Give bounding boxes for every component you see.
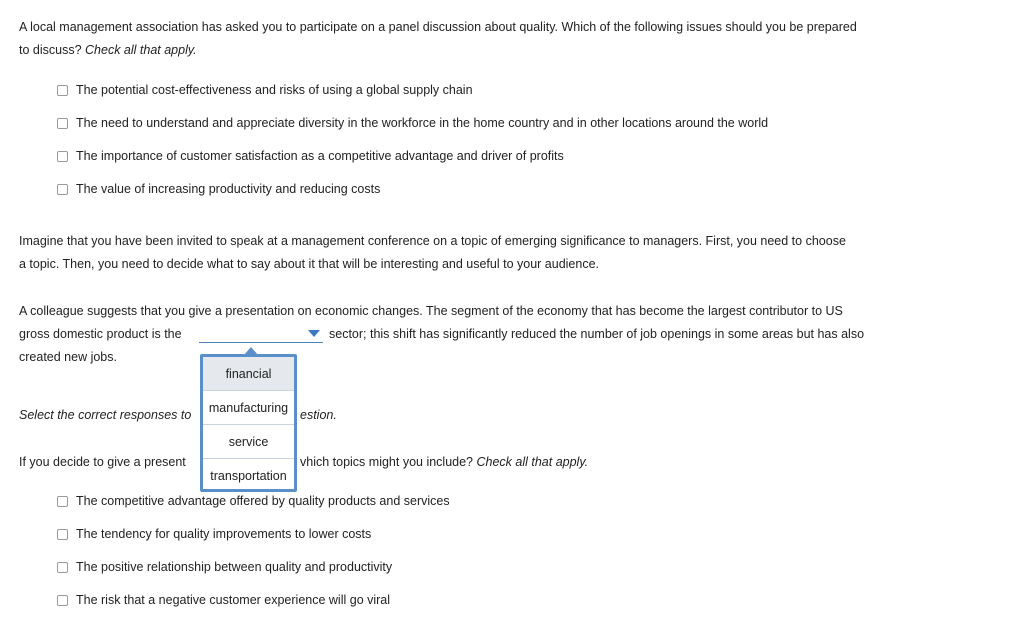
checkbox[interactable] [57, 85, 68, 96]
option-label: The risk that a negative customer experience will go viral [76, 593, 391, 607]
select-instruction-left [19, 408, 191, 422]
q1-prompt-line2-text: to discuss? [19, 43, 82, 57]
checkbox[interactable] [57, 118, 68, 129]
select-instruction-left-text: Select the correct responses to [19, 408, 192, 422]
checkbox[interactable] [57, 496, 68, 507]
q3-option-1[interactable] [57, 494, 450, 508]
sector-dropdown[interactable] [199, 324, 323, 343]
option-label: The importance of customer satisfaction as a competitive advantage and driver of profits [76, 149, 564, 163]
q3-instruction: Check all that apply. [476, 455, 589, 469]
q1-prompt-line2 [19, 43, 197, 57]
checkbox[interactable] [57, 562, 68, 573]
q2-line-2-before: gross domestic product is the [19, 327, 182, 341]
q1-instruction: Check all that apply. [85, 43, 197, 57]
q3-option-2[interactable] [57, 527, 371, 541]
menu-option-transportation[interactable]: transportation [210, 469, 287, 483]
option-label: The value of increasing productivity and reducing costs [76, 182, 381, 196]
q1-prompt [19, 20, 857, 34]
q2-line-2-after: sector; this shift has significantly reduced the number of job openings in some areas but has also [329, 327, 865, 341]
q2-line-3: created new jobs. [19, 350, 117, 364]
menu-option-manufacturing[interactable]: manufacturing [203, 391, 294, 425]
checkbox[interactable] [57, 184, 68, 195]
q1-option-2[interactable] [57, 116, 768, 130]
option-label: The potential cost-effectiveness and risks of using a global supply chain [76, 83, 473, 97]
option-label: The need to understand and appreciate diversity in the workforce in the home country and in other locations around the world [76, 116, 769, 130]
select-instruction-right [300, 408, 337, 422]
option-label: The tendency for quality improvements to lower costs [76, 527, 372, 541]
sector-dropdown-menu[interactable] [200, 354, 297, 492]
menu-option-service[interactable]: service [203, 425, 294, 459]
menu-option-financial[interactable]: financial [203, 357, 294, 391]
checkbox[interactable] [57, 151, 68, 162]
q3-prompt-right-text: vhich topics might you include? [300, 455, 474, 469]
q3-option-4[interactable] [57, 593, 390, 607]
checkbox[interactable] [57, 529, 68, 540]
option-label: The competitive advantage offered by quality products and services [76, 494, 450, 508]
dropdown-caret-icon[interactable] [308, 330, 320, 337]
q3-prompt-right [300, 455, 588, 469]
option-label: The positive relationship between quality and productivity [76, 560, 393, 574]
select-instruction-right-text: estion. [300, 408, 337, 422]
checkbox[interactable] [57, 595, 68, 606]
q2-line-1: A colleague suggests that you give a presentation on economic changes. The segment of the economy that has become the largest contributor to US [19, 304, 843, 318]
intro-line-1: Imagine that you have been invited to speak at a management conference on a topic of emerging significance to managers. First, you need to choose [19, 234, 846, 248]
q3-prompt-left: If you decide to give a present [19, 455, 186, 469]
q1-option-4[interactable] [57, 182, 380, 196]
q1-option-1[interactable] [57, 83, 473, 97]
q1-prompt-text: A local management association has asked you to participate on a panel discussion about quality. Which of the following issues should you be prepared [19, 20, 857, 34]
q1-option-3[interactable] [57, 149, 564, 163]
intro-line-2: a topic. Then, you need to decide what to say about it that will be interesting and useful to your audience. [19, 257, 600, 271]
q3-option-3[interactable] [57, 560, 392, 574]
